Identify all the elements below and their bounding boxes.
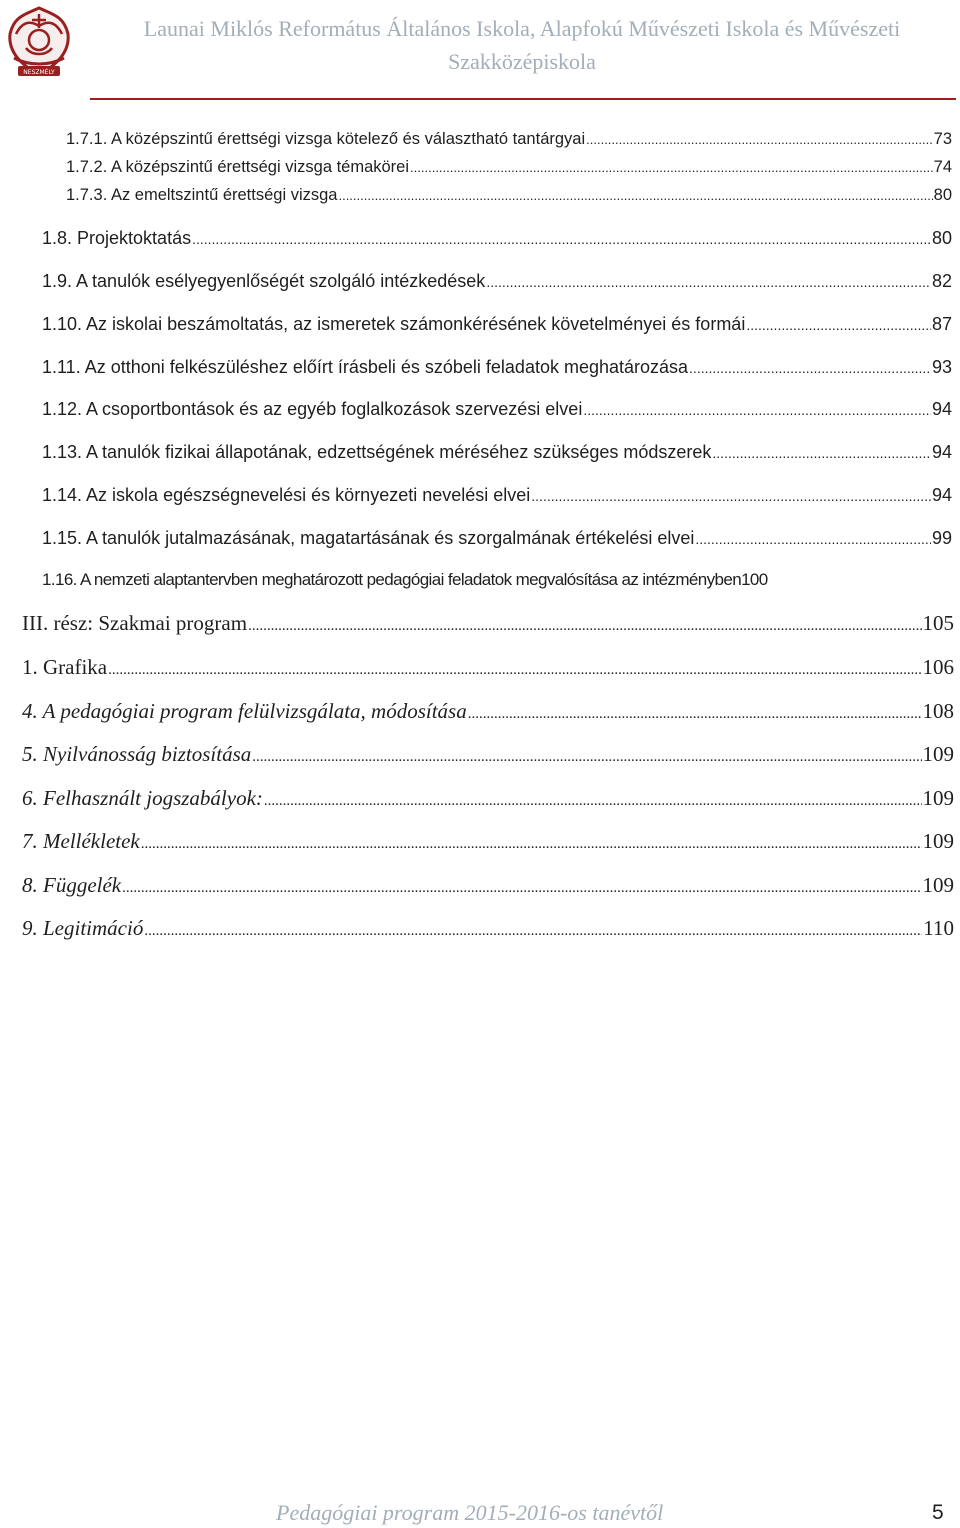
logo-text: NESZMÉLY: [23, 69, 55, 76]
toc-entry[interactable]: [42, 568, 952, 592]
toc-entry[interactable]: [66, 128, 952, 151]
toc-leader: [248, 612, 921, 640]
toc-entry[interactable]: [66, 156, 952, 179]
toc-entry[interactable]: [42, 397, 952, 422]
toc-entry-label: 1.10. Az iskolai beszámoltatás, az ismeretek számonkérésének követelményei és formái: [42, 314, 746, 334]
toc-entry-label: 1.9. A tanulók esélyegyenlőségét szolgáló intézkedések: [42, 271, 486, 291]
toc-entry-label: 1.16. A nemzeti alaptantervben meghatározott pedagógiai feladatok megvalósítása az intézményben: [42, 570, 742, 589]
toc-entry-page: 106: [922, 655, 954, 679]
toc-entry-page: 110: [923, 916, 954, 940]
toc-entry[interactable]: [42, 312, 952, 337]
toc-entry-page: 109: [922, 873, 954, 897]
toc-entry-page: 80: [931, 228, 952, 248]
toc-entry[interactable]: [42, 226, 952, 251]
toc-entry[interactable]: [22, 827, 954, 858]
toc-entry[interactable]: [22, 653, 954, 684]
toc-leader: [531, 484, 931, 508]
toc-entry-label: 9. Legitimáció: [22, 916, 144, 940]
toc-leader: [410, 157, 933, 179]
toc-entry-label: 1.8. Projektoktatás: [42, 228, 192, 248]
footer-text: Pedagógiai program 2015-2016-os tanévtől: [276, 1500, 664, 1525]
toc-entry-page: 74: [933, 158, 952, 176]
toc-entry[interactable]: [42, 440, 952, 465]
toc-entry-label: 8. Függelék: [22, 873, 122, 897]
school-name: [92, 12, 952, 78]
page-number: 5: [932, 1501, 944, 1524]
toc-leader: [486, 270, 931, 294]
toc-leader: [264, 787, 922, 815]
toc-entry-label: 7. Mellékletek: [22, 829, 140, 853]
toc-entry[interactable]: [42, 355, 952, 380]
toc-entry[interactable]: [42, 483, 952, 508]
toc-leader: [192, 227, 931, 251]
toc-entry-label: 5. Nyilvánosság biztosítása: [22, 742, 252, 766]
toc-entry-label: 1.15. A tanulók jutalmazásának, magatartásának és szorgalmának értékelési elvei: [42, 528, 695, 548]
toc-leader: [746, 313, 931, 337]
toc-entry-label: 4. A pedagógiai program felülvizsgálata, módosítása: [22, 699, 467, 723]
toc-leader: [586, 129, 933, 151]
school-name-line1: Launai Miklós Református Általános Iskola, Alapfokú Művészeti Iskola és Művészeti: [143, 16, 901, 41]
toc-entry-page: 93: [931, 357, 952, 377]
header-divider: [90, 98, 956, 100]
toc-entry-label: 1.13. A tanulók fizikai állapotának, edzettségének méréséhez szükséges módszerek: [42, 442, 712, 462]
toc-entry[interactable]: [42, 526, 952, 551]
toc-entry-page: 94: [931, 399, 952, 419]
toc-entry-page: 82: [931, 271, 952, 291]
toc-entry-page: 100: [741, 570, 768, 589]
toc-entry-page: 109: [922, 742, 954, 766]
toc-leader: [338, 185, 932, 207]
toc-entry[interactable]: [22, 914, 954, 945]
toc-entry-page: 109: [922, 829, 954, 853]
toc-leader: [712, 441, 931, 465]
toc-leader: [468, 700, 922, 728]
toc-entry[interactable]: [22, 740, 954, 771]
toc-leader: [122, 874, 921, 902]
toc-entry-label: 1.11. Az otthoni felkészüléshez előírt írásbeli és szóbeli feladatok meghatározása: [42, 357, 689, 377]
toc-entry[interactable]: [22, 784, 954, 815]
toc-entry[interactable]: [42, 269, 952, 294]
toc-entry-page: 73: [933, 130, 952, 148]
toc-entry-label: 1.12. A csoportbontások és az egyéb foglalkozások szervezési elvei: [42, 399, 583, 419]
toc-leader: [108, 656, 921, 684]
toc-entry-page: 94: [931, 442, 952, 462]
toc-entry-label: 1.7.1. A középszintű érettségi vizsga kötelező és választható tantárgyai: [66, 130, 586, 148]
school-name-line2: Szakközépiskola: [448, 49, 596, 74]
page-header: [0, 0, 960, 106]
toc-entry-page: 80: [933, 186, 952, 204]
toc-leader: [144, 917, 922, 945]
toc-entry-page: 87: [931, 314, 952, 334]
toc-entry-label: III. rész: Szakmai program: [22, 611, 248, 635]
toc-entry-label: 1.7.2. A középszintű érettségi vizsga témakörei: [66, 158, 410, 176]
toc-entry[interactable]: [22, 871, 954, 902]
toc-entry[interactable]: [66, 184, 952, 207]
toc-leader: [583, 398, 931, 422]
toc-leader: [695, 527, 931, 551]
school-crest-logo: [4, 4, 74, 80]
toc-entry-label: 1.14. Az iskola egészségnevelési és környezeti nevelési elvei: [42, 485, 531, 505]
toc-entry-page: 109: [922, 786, 954, 810]
toc-entry-page: 105: [922, 611, 954, 635]
toc-entry-label: 6. Felhasznált jogszabályok:: [22, 786, 263, 810]
toc-entry-page: 99: [931, 528, 952, 548]
toc-leader: [689, 356, 931, 380]
toc-entry-label: 1.7.3. Az emeltszintű érettségi vizsga: [66, 186, 338, 204]
toc-leader: [252, 743, 921, 771]
toc-entry-page: 108: [922, 699, 954, 723]
toc-leader: [141, 830, 922, 858]
toc-entry[interactable]: [22, 609, 954, 640]
toc-entry-page: 94: [931, 485, 952, 505]
toc-entry[interactable]: [22, 697, 954, 728]
toc-entry-label: 1. Grafika: [22, 655, 108, 679]
